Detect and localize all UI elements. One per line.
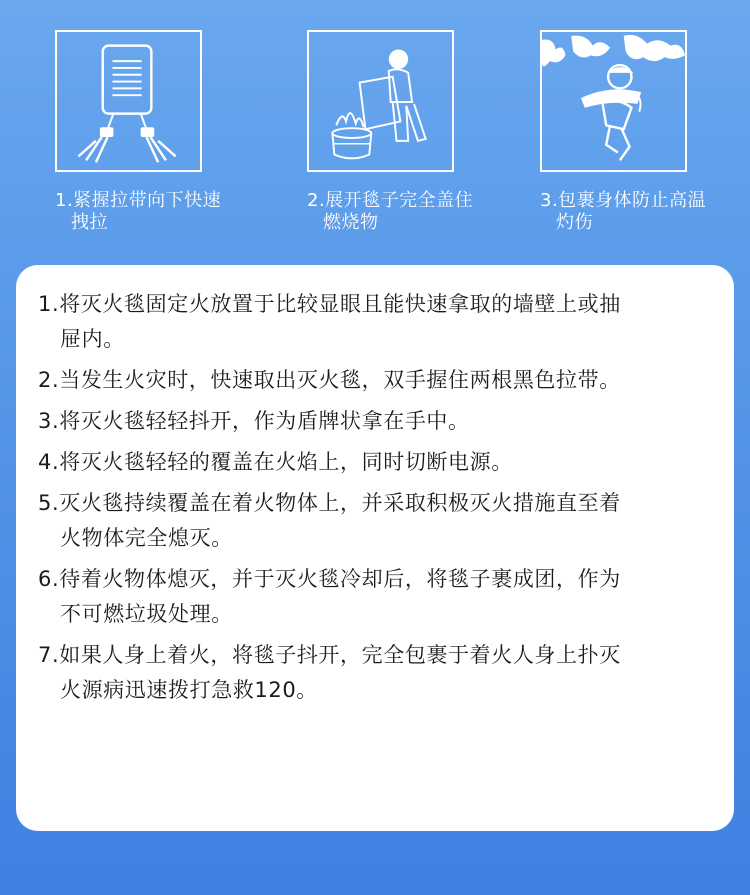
instruction-item: 7.如果人身上着火，将毯子抖开，完全包裹于着火人身上扑灭 火源病迅速拨打急救120。: [38, 643, 621, 702]
step-2-frame: [307, 30, 454, 172]
step-3-frame: [540, 30, 687, 172]
wrapped-body-icon: [542, 32, 685, 170]
step-3: [540, 30, 740, 234]
instruction-item: 1.将灭火毯固定火放置于比较显眼且能快速拿取的墙壁上或抽 屉内。: [38, 292, 621, 351]
step-1-frame: [55, 30, 202, 172]
instruction-item: 2.当发生火灾时，快速取出灭火毯，双手握住两根黑色拉带。: [38, 368, 621, 392]
step-3-caption: 3.包裹身体防止高温 灼伤: [540, 190, 707, 233]
steps-illustration-row: [0, 0, 750, 250]
step-1: [55, 30, 255, 234]
instruction-item: 4.将灭火毯轻轻的覆盖在火焰上，同时切断电源。: [38, 450, 513, 474]
step-2: [307, 30, 507, 234]
step-1-caption: 1.紧握拉带向下快速 拽拉: [55, 190, 222, 233]
instruction-item: 5.灭火毯持续覆盖在着火物体上，并采取积极灭火措施直至着 火物体完全熄灭。: [38, 491, 621, 550]
step-2-caption: 2.展开毯子完全盖住 燃烧物: [307, 190, 474, 233]
instructions-card: [16, 265, 734, 831]
instruction-item: 6.待着火物体熄灭，并于灭火毯冷却后，将毯子裹成团，作为 不可燃垃圾处理。: [38, 567, 621, 626]
pulling-straps-icon: [57, 32, 200, 170]
instruction-item: 3.将灭火毯轻轻抖开，作为盾牌状拿在手中。: [38, 409, 470, 433]
covering-fire-icon: [309, 32, 452, 170]
